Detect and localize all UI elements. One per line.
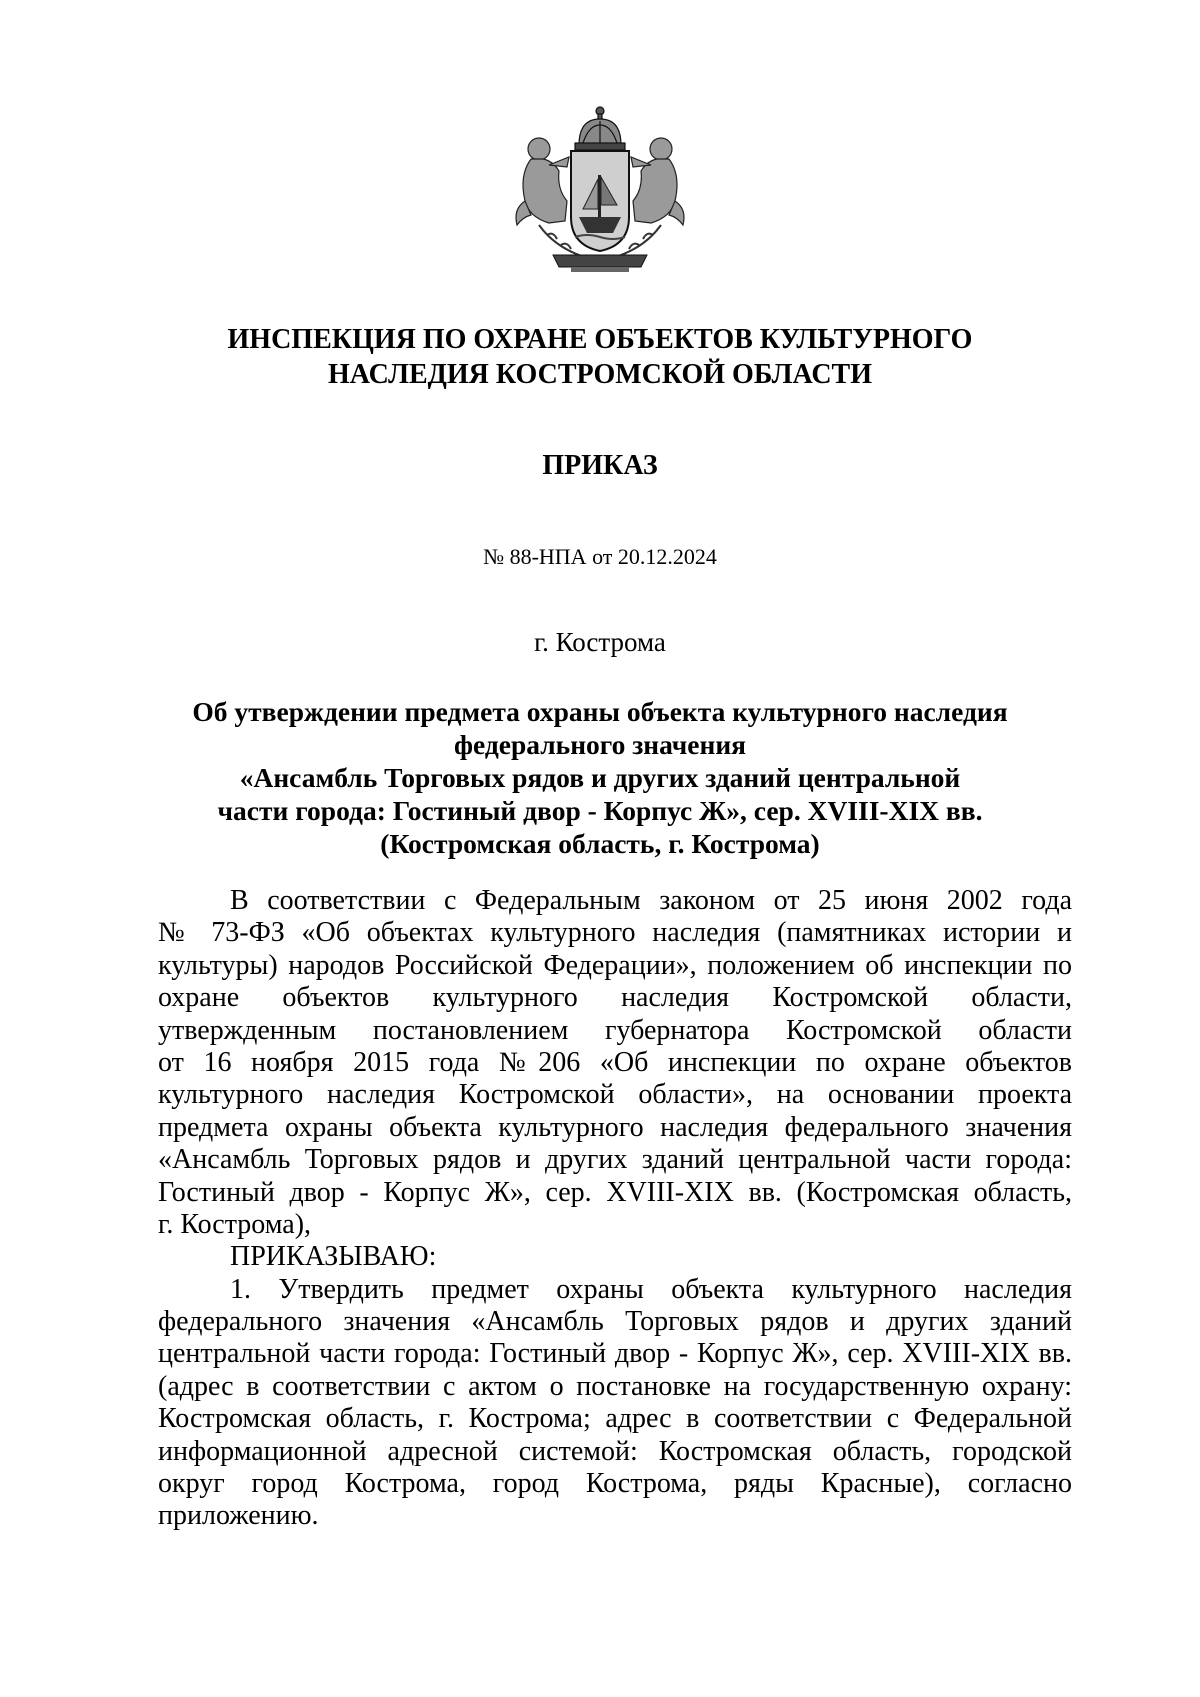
body-line: «Ансамбль Торговых рядов и других зданий центральной части города: [158, 1144, 1072, 1176]
body-line: центральной части города: Гостиный двор - Корпус Ж», сер. XVIII-XIX вв. [158, 1338, 1072, 1370]
organization-title-line: ИНСПЕКЦИЯ ПО ОХРАНЕ ОБЪЕКТОВ КУЛЬТУРНОГО [227, 324, 973, 355]
body-line: 1. Утвердить предмет охраны объекта культурного наследия [230, 1273, 1072, 1305]
body-line: информационной адресной системой: Костромская область, городской [158, 1435, 1072, 1467]
body-line: охране объектов культурного наследия Костромской области, [158, 982, 1072, 1014]
body-line: культурного наследия Костромской области», на основании проекта [158, 1079, 1072, 1111]
body-line: приложению. [158, 1500, 319, 1532]
organization-title-line: НАСЛЕДИЯ КОСТРОМСКОЙ ОБЛАСТИ [327, 359, 873, 390]
subject-line: Об утверждении предмета охраны объекта культурного наследия [192, 696, 1008, 727]
body-line: (адрес в соответствии с актом о постановке на государственную охрану: [158, 1370, 1072, 1402]
body-line: федерального значения «Ансамбль Торговых рядов и других зданий [158, 1306, 1072, 1338]
kostroma-coat-of-arms-icon [509, 105, 691, 273]
body-line: Гостиный двор - Корпус Ж», сер. XVIII-XIX вв. (Костромская область, [158, 1176, 1072, 1208]
body-line: культуры) народов Российской Федерации», положением об инспекции по [158, 949, 1072, 981]
document-city: г. Кострома [534, 627, 666, 657]
order-keyword: ПРИКАЗЫВАЮ: [230, 1241, 437, 1273]
body-line: от 16 ноября 2015 года №206 «Об инспекции по охране объектов [158, 1046, 1072, 1078]
document-number-date: № 88-НПА от 20.12.2024 [483, 544, 717, 569]
document-body [158, 885, 1072, 1533]
body-line: предмета охраны объекта культурного наследия федерального значения [158, 1111, 1072, 1143]
organization-title [0, 322, 1200, 392]
body-line: г. Кострома), [158, 1208, 312, 1240]
subject-line: федерального значения [453, 729, 747, 760]
document-subject [0, 695, 1200, 860]
body-line: округ город Кострома, город Кострома, ряды Красные), согласно [158, 1468, 1072, 1500]
body-line: № 73-ФЗ «Об объектах культурного наследия (памятниках истории и [158, 917, 1072, 949]
document-type: ПРИКАЗ [542, 450, 658, 481]
body-line: Костромская область, г. Кострома; адрес в соответствии с Федеральной [158, 1403, 1072, 1435]
subject-line: (Костромская область, г. Кострома) [380, 828, 820, 859]
body-line: В соответствии с Федеральным законом от 25 июня 2002 года [230, 885, 1072, 916]
body-line: утвержденным постановлением губернатора Костромской области [158, 1014, 1072, 1046]
subject-line: части города: Гостиный двор - Корпус Ж», сер. XVIII-XIX вв. [217, 795, 983, 826]
subject-line: «Ансамбль Торговых рядов и других зданий центральной [239, 762, 961, 793]
